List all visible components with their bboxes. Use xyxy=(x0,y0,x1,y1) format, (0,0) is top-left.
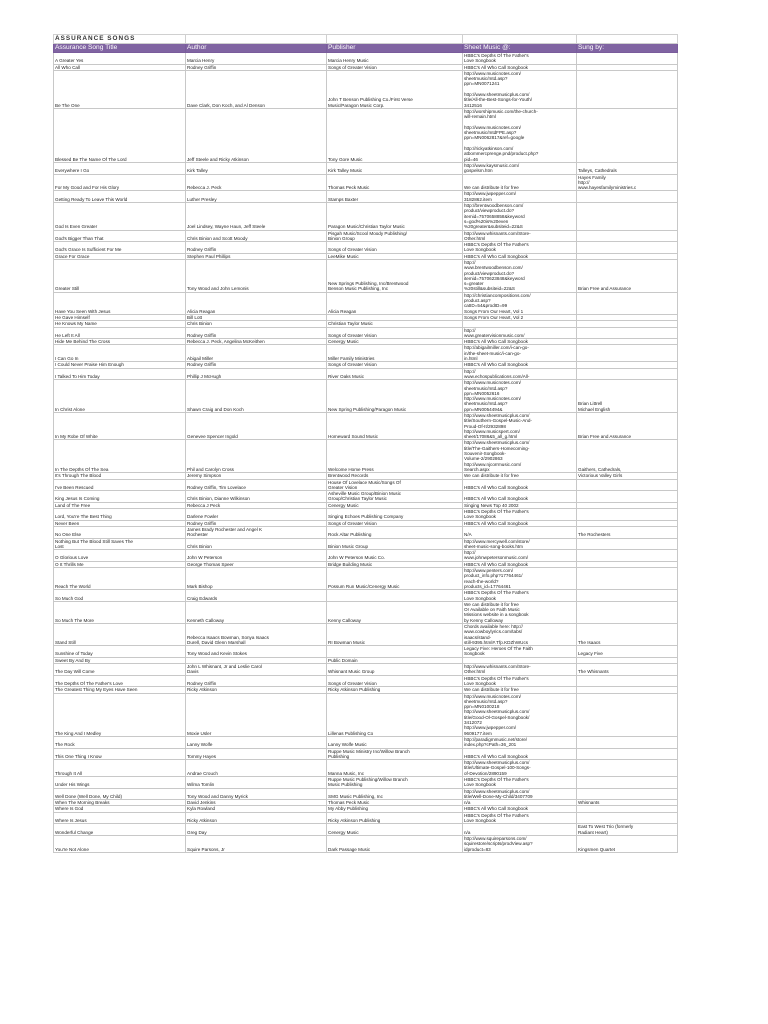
sheet-music-cell: Songs From Our Heart, Vol 2 xyxy=(463,314,577,320)
publisher-cell: Rock Altar Publishing xyxy=(327,526,463,538)
sheet-music-cell: http://www.musicnotes.com/ sheetmusic/mtd.asp? ppn=MN0100218 http://www.sheetmusicplus.com/ title/Good-Ol-Gospel-Songbook/ 3412072 http://www.jwpepper.com/ 9609177.item xyxy=(463,693,577,736)
song-title-cell: The Day Will Come xyxy=(54,664,186,676)
table-row xyxy=(54,835,678,852)
publisher-cell: Pisgah Music/Scool Moody Publishing/ Binion Group xyxy=(327,230,463,242)
song-title-cell: God's Grace Is Sufficient For Me xyxy=(54,242,186,254)
publisher-cell: Ruppe Music Ministry Inc/Willow Branch Publishing xyxy=(327,748,463,760)
sheet-music-cell: HBBC's All Who Call Songbook xyxy=(463,561,577,567)
sung-by-cell xyxy=(577,491,678,503)
song-title-cell: So Much God xyxy=(54,590,186,602)
header-song-title: Assurance Song Title xyxy=(54,44,186,53)
sheet-music-cell: We can distribute it for free xyxy=(463,174,577,191)
publisher-cell: Binion Music Group xyxy=(327,538,463,550)
song-title-cell: Getting Ready To Leave This World xyxy=(54,191,186,203)
sheet-music-cell: HBBC's Depths Of The Father's Love Songbook xyxy=(463,509,577,521)
song-title-cell: Well Done (Well Done, My Child) xyxy=(54,788,186,800)
author-cell: Rebecca J. Peck, Angelina McKeithen xyxy=(186,339,327,345)
publisher-cell: Christian Taylor Music xyxy=(327,321,463,327)
sung-by-cell xyxy=(577,230,678,242)
publisher-cell: Manna Music, Inc xyxy=(327,760,463,777)
author-cell: Kirk Talley xyxy=(186,162,327,174)
spreadsheet xyxy=(53,34,677,853)
publisher-cell: Songs of Greater Vision xyxy=(327,242,463,254)
publisher-cell: Kirk Talley Music xyxy=(327,162,463,174)
song-title-cell: Land of The Free xyxy=(54,502,186,508)
author-cell: Chris Binion xyxy=(186,538,327,550)
author-cell: Chris Binion xyxy=(186,321,327,327)
sheet-music-cell: HBBC's All Who Call Songbook xyxy=(463,748,577,760)
author-cell: Mark Bishop xyxy=(186,568,327,590)
sung-by-cell: The Isaacs xyxy=(577,623,678,645)
sung-by-cell xyxy=(577,327,678,339)
song-title-cell: This One Thing I Know xyxy=(54,748,186,760)
publisher-cell: Cenergy Music xyxy=(327,824,463,836)
song-title-cell: You're Not Alone xyxy=(54,835,186,852)
song-title-cell: Sweet By And By xyxy=(54,657,186,663)
author-cell: Joel Lindsey, Wayne Haun, Jeff Steele xyxy=(186,203,327,230)
sung-by-cell xyxy=(577,693,678,736)
author-cell: Genevee Spencer Ingold xyxy=(186,413,327,440)
author-cell: John W Peterson xyxy=(186,550,327,562)
table-row xyxy=(54,413,678,440)
sheet-music-cell: We can distribute it for free xyxy=(463,473,577,479)
publisher-cell: Public Domain xyxy=(327,657,463,663)
author-cell: Ricky Atkinson xyxy=(186,687,327,693)
sheet-music-cell: HBBC's Depths Of The Father's Love Songbook xyxy=(463,242,577,254)
publisher-cell: Songs of Greater Vision xyxy=(327,362,463,368)
author-cell: Tony Wood and Danny Myrick xyxy=(186,788,327,800)
publisher-cell: Songs of Greater Vision xyxy=(327,327,463,339)
author-cell: Rodney Griffin xyxy=(186,520,327,526)
song-title-cell: Never Been xyxy=(54,520,186,526)
sung-by-cell xyxy=(577,509,678,521)
table-row xyxy=(54,292,678,314)
song-title-cell: In My Robe Of White xyxy=(54,413,186,440)
publisher-cell: Ruppe Music Publishing/Willow Branch Music Publishing xyxy=(327,777,463,789)
song-title-cell: Greater Still xyxy=(54,259,186,292)
publisher-cell: Dark Passage Music xyxy=(327,835,463,852)
publisher-cell: Welcome Home Press xyxy=(327,440,463,473)
table-row xyxy=(54,491,678,503)
table-row xyxy=(54,777,678,789)
sheet-music-cell: http://www.musicnotes.com/ sheetmusic/mtd.asp? ppn=MN0071241 http://www.sheetmusicplus.com/ title/All-the-Best-Songs-for-Youth/ 3412516 xyxy=(463,70,577,108)
author-cell: Stephen Paul Phillips xyxy=(186,253,327,259)
sung-by-cell xyxy=(577,760,678,777)
sung-by-cell xyxy=(577,53,678,65)
song-title-cell: Have You Seen With Jesus xyxy=(54,292,186,314)
author-cell: Rebecca J. Peck xyxy=(186,174,327,191)
sung-by-cell: Gaithers, Cathedrals, xyxy=(577,440,678,473)
publisher-cell: House Of Lovelace Music/Songs Of Greater Vision xyxy=(327,479,463,491)
sheet-music-cell: http://www.musicnotes.com/ sheetmusic/mtd.asp? ppn=MN0052616 http://www.musicnotes.com/ sheetmusic/mtd.asp? ppn=MN0054494& xyxy=(463,380,577,413)
publisher-cell: Songs of Greater Vision xyxy=(327,520,463,526)
sheet-music-cell: HBBC's All Who Call Songbook xyxy=(463,64,577,70)
sung-by-cell xyxy=(577,675,678,687)
author-cell: Dave Clark, Don Koch, and Al Denson xyxy=(186,70,327,108)
sheet-music-cell: http:// www.greatervisionmusic.com/ xyxy=(463,327,577,339)
song-title-cell: O Glorious Love xyxy=(54,550,186,562)
sheet-music-cell: HBBC's All Who Call Songbook xyxy=(463,339,577,345)
author-cell: Moxie Usler xyxy=(186,693,327,736)
sheet-music-cell: We can distribute it for free xyxy=(463,687,577,693)
sheet-music-cell: http://worshipmusic.com/the-church- will-remain.html http://www.musicnotes.com/ sheetmusic/mtdFPE.asp? ppn=MN0062817&ref=google http://rickyatkinson.com/ atbommercprenge.pnd/product.php? pid=46 xyxy=(463,108,577,162)
author-cell: Squire Parsons, Jr xyxy=(186,835,327,852)
song-title-cell: O It Thrills Me xyxy=(54,561,186,567)
sheet-music-cell: n/a xyxy=(463,824,577,836)
table-row xyxy=(54,203,678,230)
table-row xyxy=(54,230,678,242)
table-row xyxy=(54,509,678,521)
song-title-cell: Blessed Be The Name Of The Lord xyxy=(54,108,186,162)
sung-by-cell xyxy=(577,70,678,108)
sheet-music-cell: http://brentwoodbenson.com/ product/viewproduct.do? itemid=7570658858&keyword s=god%20is%20even %20greater&subsiteid=22&S xyxy=(463,203,577,230)
publisher-cell xyxy=(327,590,463,602)
author-cell: Luther Presley xyxy=(186,191,327,203)
sheet-music-cell: http://abigailmiller.com/i-can-go- in/the-sheet-music/i-can-go- in.html xyxy=(463,345,577,362)
sung-by-cell xyxy=(577,292,678,314)
publisher-cell: SMG Music Publishing, Inc xyxy=(327,788,463,800)
song-title-cell: The Depths Of The Father's Love xyxy=(54,675,186,687)
author-cell: Lanny Wolfe xyxy=(186,736,327,748)
sheet-music-cell: HBBC's All Who Call Songbook xyxy=(463,362,577,368)
sung-by-cell xyxy=(577,568,678,590)
author-cell: Craig Edwards xyxy=(186,590,327,602)
song-title-cell: It's Through The Blood xyxy=(54,473,186,479)
song-title-cell: I've Been Rescued xyxy=(54,479,186,491)
sheet-music-cell: http:// www.johnwpetersonmusic.com/ xyxy=(463,550,577,562)
song-title-cell: Everywhere I Go xyxy=(54,162,186,174)
table-row xyxy=(54,380,678,413)
sung-by-cell: Brian Littrell Michael English xyxy=(577,380,678,413)
table-row xyxy=(54,646,678,658)
sheet-music-cell: http://www.squireparsons.com/ squirestore/scripts/prodView.asp? idproduct=83 xyxy=(463,835,577,852)
song-title-cell: King Jesus Is Coming xyxy=(54,491,186,503)
table-row xyxy=(54,601,678,623)
sheet-music-cell: Singing News Top 40 2002 xyxy=(463,502,577,508)
song-title-cell: Through It All xyxy=(54,760,186,777)
song-title-cell: For My Good and For His Glory xyxy=(54,174,186,191)
author-cell: David Jenkins xyxy=(186,800,327,806)
publisher-cell: Whisnant Music Group xyxy=(327,664,463,676)
publisher-cell: Tony Gore Music xyxy=(327,108,463,162)
sheet-title: ASSURANCE SONGS xyxy=(54,35,186,44)
table-row xyxy=(54,824,678,836)
publisher-cell: Cenergy Music xyxy=(327,339,463,345)
sheet-music-cell: HBBC's Depths Of The Father's Love Songbook xyxy=(463,590,577,602)
sung-by-cell xyxy=(577,550,678,562)
author-cell: George Thomas Speer xyxy=(186,561,327,567)
sung-by-cell xyxy=(577,777,678,789)
sheet-music-cell: http://www.whisnants.com/Store- Other.html xyxy=(463,664,577,676)
songs-table xyxy=(53,34,678,853)
publisher-cell: River Oaks Music xyxy=(327,368,463,380)
sheet-music-cell: http://www.sheetmusicplus.com/ title/Well-Done-My-Child/3407709 xyxy=(463,788,577,800)
sung-by-cell: Talleys, Cathedrals xyxy=(577,162,678,174)
song-title-cell: So Much The More xyxy=(54,601,186,623)
author-cell: Jeff Steele and Ricky Atkinson xyxy=(186,108,327,162)
author-cell: Ricky Atkinson xyxy=(186,812,327,824)
table-row xyxy=(54,259,678,292)
publisher-cell: Ricky Atkinson Publishing xyxy=(327,687,463,693)
song-title-cell: The Rock xyxy=(54,736,186,748)
author-cell: Andrae Crouch xyxy=(186,760,327,777)
publisher-cell: John T Benson Publishing Co./First Verse Music/Paragon Music Corp. xyxy=(327,70,463,108)
publisher-cell: Bridge Building Music xyxy=(327,561,463,567)
table-row xyxy=(54,623,678,645)
sheet-music-cell: N/A xyxy=(463,526,577,538)
sheet-music-cell: http://www.sheetmusicplus.com/ title/The-Gaithers-Homecoming- Souvenir-Songbook- Volume-2/2902863 http://www.njcorrmusic.com/ Search.aspx xyxy=(463,440,577,473)
song-title-cell: The Greatest Thing My Eyes Have Seen xyxy=(54,687,186,693)
table-row xyxy=(54,53,678,65)
publisher-cell: New Spring Publishing/Paragon Music xyxy=(327,380,463,413)
author-cell: Greg Day xyxy=(186,824,327,836)
publisher-cell: Songs of Greater Vision xyxy=(327,675,463,687)
header-author: Author xyxy=(186,44,327,53)
sheet-music-cell: http://www.sheetmusicplus.com/ title/Ultimate-Gospel-100-Songs- of-Devotion/2890159 xyxy=(463,760,577,777)
author-cell: Rodney Griffin xyxy=(186,64,327,70)
header-sung-by: Sung by: xyxy=(577,44,678,53)
song-title-cell: Nothing But The Blood Still Saves The Lost xyxy=(54,538,186,550)
author-cell: Shawn Craig and Don Koch xyxy=(186,380,327,413)
publisher-cell: Singing Echoes Publishing Company xyxy=(327,509,463,521)
table-row xyxy=(54,736,678,748)
sheet-music-cell: http://christiancompositions.com/ product.asp? catID=54&prodID=99 Songs From Our Heart, Vol 1 xyxy=(463,292,577,314)
song-title-cell: He Knows My Name xyxy=(54,321,186,327)
song-title-cell: Where Is Jesus xyxy=(54,812,186,824)
author-cell: Rebecca J Peck xyxy=(186,502,327,508)
author-cell: Alicia Reagan xyxy=(186,292,327,314)
author-cell: Rodney Griffin xyxy=(186,362,327,368)
song-title-cell: Under His Wings xyxy=(54,777,186,789)
song-title-cell: Reach The World xyxy=(54,568,186,590)
publisher-cell: My Abby Publishing xyxy=(327,806,463,812)
table-row xyxy=(54,327,678,339)
publisher-cell: Asheville Music Group/Binion Music Group/Christian Taylor Music xyxy=(327,491,463,503)
table-row xyxy=(54,368,678,380)
author-cell: Rodney Griffin, Tim Lovelace xyxy=(186,479,327,491)
song-title-cell: He Left It All xyxy=(54,327,186,339)
author-cell: Rodney Griffin xyxy=(186,675,327,687)
song-title-cell: When The Morning Breaks xyxy=(54,800,186,806)
song-title-cell: Where Is God xyxy=(54,806,186,812)
song-title-cell: Hide Me Behind The Cross xyxy=(54,339,186,345)
table-row xyxy=(54,162,678,174)
table-row xyxy=(54,693,678,736)
author-cell: Jeremy Simpson xyxy=(186,473,327,479)
sung-by-cell xyxy=(577,368,678,380)
song-title-cell: God's Bigger Than That xyxy=(54,230,186,242)
publisher-cell: Lanny Wolfe Music xyxy=(327,736,463,748)
publisher-cell: Possum Run Music/Cenergy Music xyxy=(327,568,463,590)
table-row xyxy=(54,526,678,538)
author-cell: Wilma Tomlin xyxy=(186,777,327,789)
sung-by-cell xyxy=(577,479,678,491)
table-row xyxy=(54,675,678,687)
author-cell: Phillip J McHugh xyxy=(186,368,327,380)
sung-by-cell: Legacy Five xyxy=(577,646,678,658)
publisher-cell: New Springs Publishing, Inc/Brentwood Benson Music Publishing, Inc xyxy=(327,259,463,292)
publisher-cell: Kenny Calloway xyxy=(327,601,463,623)
table-row xyxy=(54,191,678,203)
sung-by-cell xyxy=(577,788,678,800)
sheet-music-cell: http://www.sheetmusicplus.com/ title/Southern-Gospel-Music-And- Proud-Of-It/2932898 http://www.musicspert.com/ sheet/17086&5_all_g.html xyxy=(463,413,577,440)
table-row xyxy=(54,242,678,254)
song-title-cell: Be The One xyxy=(54,70,186,108)
sheet-music-cell: http://www.mercywell.com/store/ sheet-music-song-books.htm xyxy=(463,538,577,550)
sung-by-cell xyxy=(577,538,678,550)
sheet-music-cell: HBBC's All Who Call Songbook xyxy=(463,806,577,812)
author-cell: Kyla Rowland xyxy=(186,806,327,812)
table-row xyxy=(54,748,678,760)
sheet-music-cell: n/a xyxy=(463,800,577,806)
song-title-cell: The King And I Medley xyxy=(54,693,186,736)
sheet-music-cell: http:// www.echospublications.com/All- xyxy=(463,368,577,380)
author-cell: Chris Binion and Scott Moody xyxy=(186,230,327,242)
song-title-cell: No One Else xyxy=(54,526,186,538)
publisher-cell: Thomas Peck Music xyxy=(327,800,463,806)
song-title-cell: Grace For Grace xyxy=(54,253,186,259)
song-title-cell: In Christ Alone xyxy=(54,380,186,413)
author-cell: Tony Wood and John Lemonis xyxy=(186,259,327,292)
header-sheet-music: Sheet Music @: xyxy=(463,44,577,53)
sung-by-cell xyxy=(577,590,678,602)
table-row xyxy=(54,664,678,676)
sheet-music-cell: http://www.jwpepper.com/ 3182862.item xyxy=(463,191,577,203)
author-cell: Rebecca Isaacs Bowman, Sonya Isaacs Durell, David Glenn Marshall xyxy=(186,623,327,645)
sheet-music-cell: HBBC's Depths Of The Father's Love Songbook xyxy=(463,812,577,824)
author-cell: Abigail Miller xyxy=(186,345,327,362)
sheet-music-cell: Chords available here: http:// www.cowboylyrics.com/tabs/ isaacs/stand- still-9395.html#.Tfp.KDZhWUcs xyxy=(463,623,577,645)
sheet-music-cell: HBBC's All Who Call Songbook xyxy=(463,491,577,503)
table-row xyxy=(54,538,678,550)
author-cell: Tony Wood and Kevin Stokes xyxy=(186,646,327,658)
table-row xyxy=(54,568,678,590)
sheet-music-cell: http://www.whisnants.com/Store- Other.html xyxy=(463,230,577,242)
song-title-cell: In The Depths Of The Sea xyxy=(54,440,186,473)
author-cell: James Brady Rochester and Angel K Rochester xyxy=(186,526,327,538)
sung-by-cell xyxy=(577,242,678,254)
author-cell: John L Whisnant, Jr and Leslie Carol Davis xyxy=(186,664,327,676)
song-title-cell: Wonderful Change xyxy=(54,824,186,836)
publisher-cell: Cenergy Music xyxy=(327,502,463,508)
sung-by-cell xyxy=(577,108,678,162)
sung-by-cell: Kingsmen Quartet xyxy=(577,835,678,852)
table-row xyxy=(54,174,678,191)
song-title-cell: God Is Even Greater xyxy=(54,203,186,230)
sheet-music-cell: HBBC's All Who Call Songbook xyxy=(463,479,577,491)
sheet-music-cell: http://www.kaysmusic.com/ gospelsm.htm xyxy=(463,162,577,174)
publisher-cell: Paragon Music/Christian Taylor Music xyxy=(327,203,463,230)
table-row xyxy=(54,788,678,800)
table-row xyxy=(54,440,678,473)
table-row xyxy=(54,108,678,162)
sheet-music-cell: http://www.penters.com/ product_info.php?17764461/ reach-the-world? products_id=17764461 xyxy=(463,568,577,590)
sung-by-cell xyxy=(577,345,678,362)
sheet-music-cell: We can distribute it for free Or Available on Faith Music Missions website in a songbook by Kenny Calloway xyxy=(463,601,577,623)
sung-by-cell xyxy=(577,736,678,748)
publisher-cell: John W Peterson Music Co. xyxy=(327,550,463,562)
table-row xyxy=(54,590,678,602)
publisher-cell: Songs of Greater Vision xyxy=(327,64,463,70)
publisher-cell: Marcia Henry Music xyxy=(327,53,463,65)
song-title-cell: Lord, You're The Best Thing xyxy=(54,509,186,521)
sheet-title-row xyxy=(54,35,678,44)
author-cell: Kenneth Calloway xyxy=(186,601,327,623)
sheet-music-cell: http:// www.brentwoodbenson.com/ product/viewproduct.do? itemid=7570623848&keyword s=greater %20still&subsiteid=22&S xyxy=(463,259,577,292)
sung-by-cell: Hayes Family http:// www.hayesfamilyministries.c xyxy=(577,174,678,191)
table-row xyxy=(54,812,678,824)
sheet-music-cell: HBBC's Depths Of The Father's Love Songbook xyxy=(463,777,577,789)
sung-by-cell xyxy=(577,812,678,824)
publisher-cell: Alicia Reagan xyxy=(327,292,463,314)
sung-by-cell: East To West Trio (formerly Radiant Heart) xyxy=(577,824,678,836)
author-cell: Rodney Griffin xyxy=(186,242,327,254)
header-row xyxy=(54,44,678,53)
publisher-cell: Stamps Baxter xyxy=(327,191,463,203)
publisher-cell: Homeward Sound Music xyxy=(327,413,463,440)
author-cell: Phil and Carolyn Cross xyxy=(186,440,327,473)
table-row xyxy=(54,760,678,777)
sung-by-cell xyxy=(577,601,678,623)
author-cell: Chris Binion, Dianne Wilkinson xyxy=(186,491,327,503)
publisher-cell: RI Bowman Music xyxy=(327,623,463,645)
header-publisher: Publisher xyxy=(327,44,463,53)
table-row xyxy=(54,479,678,491)
table-row xyxy=(54,550,678,562)
sung-by-cell: Whisnants xyxy=(577,800,678,806)
publisher-cell xyxy=(327,646,463,658)
sheet-music-cell: HBBC's All Who Call Songbook xyxy=(463,253,577,259)
sung-by-cell xyxy=(577,191,678,203)
table-row xyxy=(54,345,678,362)
song-title-cell: He Gave Himself xyxy=(54,314,186,320)
author-cell: Rodney Griffin xyxy=(186,327,327,339)
publisher-cell: Lillenas Publishing Co xyxy=(327,693,463,736)
song-title-cell: I Talked To Him Today xyxy=(54,368,186,380)
sung-by-cell: The Whisnants xyxy=(577,664,678,676)
song-title-cell: All Who Call xyxy=(54,64,186,70)
sung-by-cell: The Rochesters xyxy=(577,526,678,538)
author-cell: Marcia Henry xyxy=(186,53,327,65)
sung-by-cell xyxy=(577,203,678,230)
author-cell: Bill Lott xyxy=(186,314,327,320)
sheet-music-cell: http://paradigmmusic.net/store/ index.php?cPath=36_201 xyxy=(463,736,577,748)
sung-by-cell xyxy=(577,748,678,760)
sheet-music-cell: Legacy Five: Heroes Of The Faith Songbook xyxy=(463,646,577,658)
publisher-cell: Miller Family Ministries xyxy=(327,345,463,362)
sung-by-cell: Brian Free and Assurance xyxy=(577,259,678,292)
song-title-cell: Sunshine of Today xyxy=(54,646,186,658)
sung-by-cell: Victorious Valley Girls xyxy=(577,473,678,479)
song-title-cell: A Greater Yes xyxy=(54,53,186,65)
table-row xyxy=(54,70,678,108)
song-title-cell: I Could Never Praise Him Enough xyxy=(54,362,186,368)
author-cell: Darlene Fowler xyxy=(186,509,327,521)
sheet-music-cell: HBBC's Depths Of The Father's Love Songbook xyxy=(463,53,577,65)
publisher-cell: Ricky Atkinson Publishing xyxy=(327,812,463,824)
sheet-music-cell: HBBC's All Who Call Songbook xyxy=(463,520,577,526)
song-title-cell: I Can Go In xyxy=(54,345,186,362)
publisher-cell: Thomas Peck Music xyxy=(327,174,463,191)
song-title-cell: Stand Still xyxy=(54,623,186,645)
publisher-cell: LeeMike Music xyxy=(327,253,463,259)
author-cell: Tommy Hayes xyxy=(186,748,327,760)
publisher-cell: Brentwood Records xyxy=(327,473,463,479)
sung-by-cell: Brian Free and Assurance xyxy=(577,413,678,440)
sheet-music-cell: HBBC's Depths Of The Father's Love Songbook xyxy=(463,675,577,687)
